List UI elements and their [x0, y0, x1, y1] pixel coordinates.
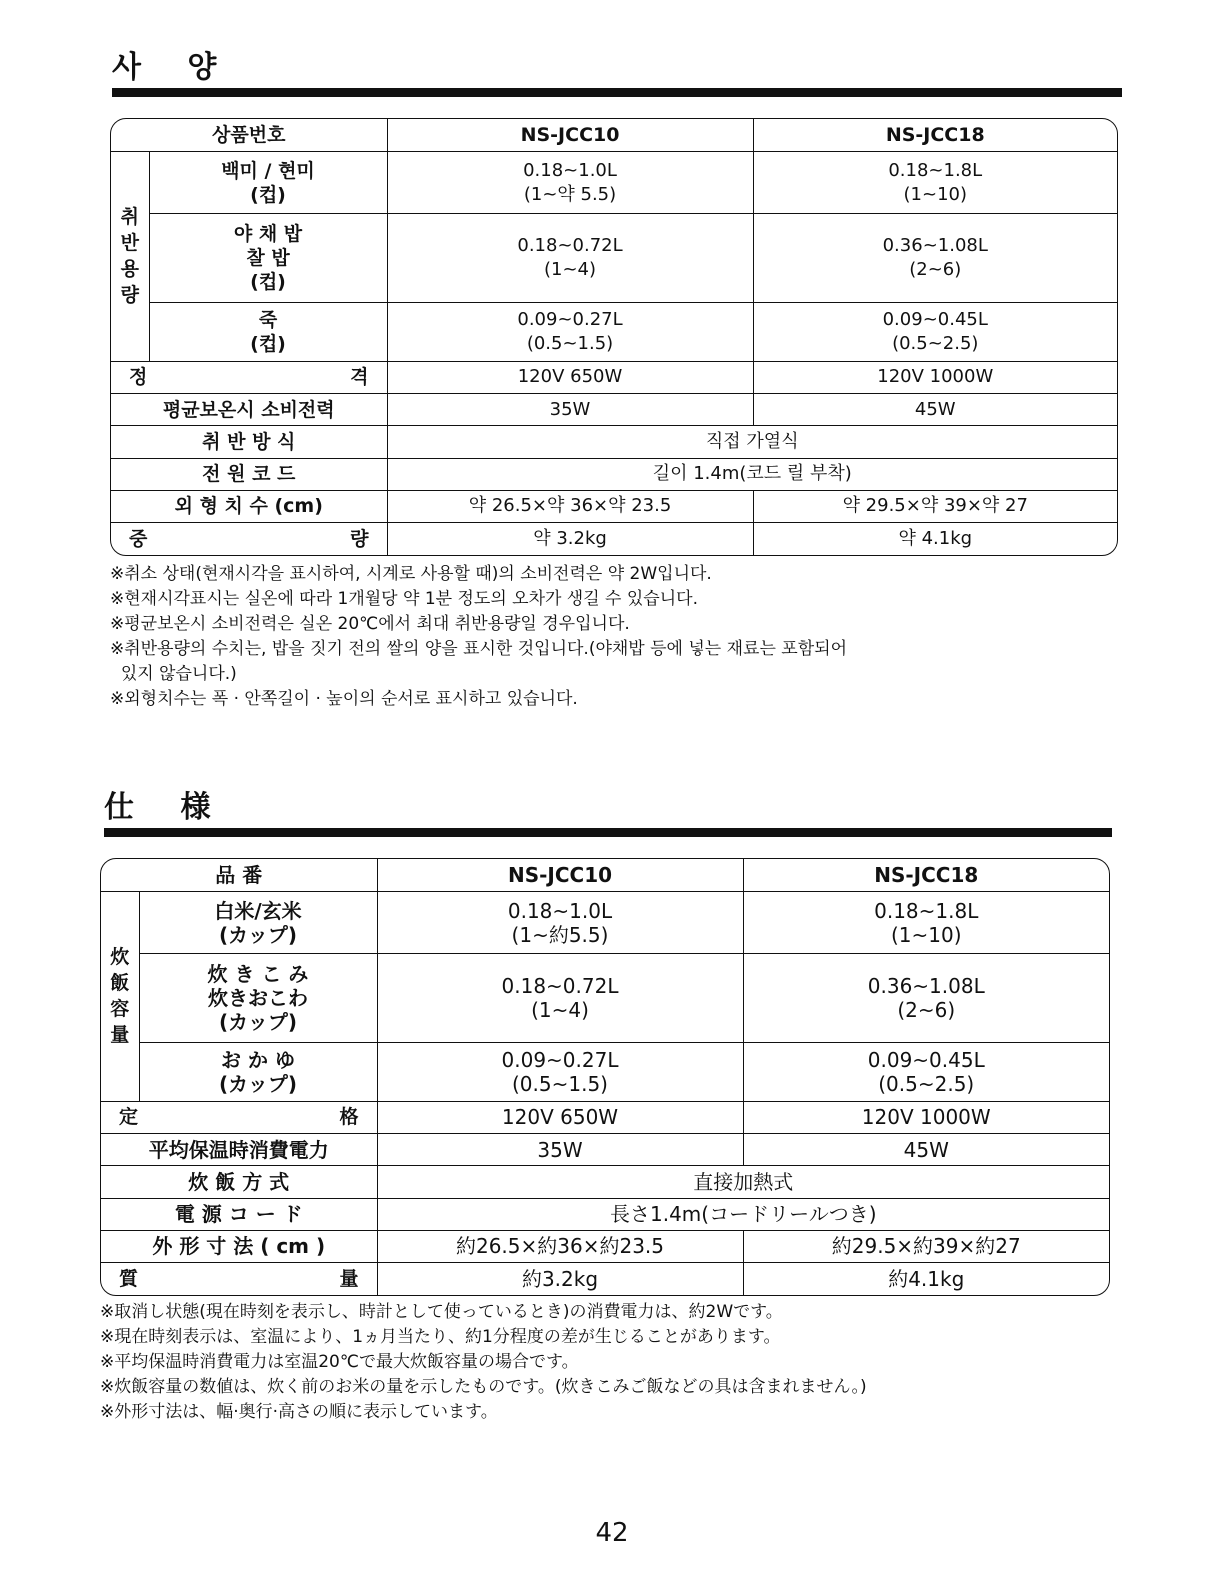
table-row [111, 393, 1117, 425]
row-label: 야 채 밥 찰 밥 (컵) [149, 214, 387, 303]
table-row [111, 151, 1117, 214]
cell-value: 약 26.5×약 36×약 23.5 [387, 490, 753, 522]
row-label: 電 源 コ ー ド [101, 1198, 377, 1230]
label-part: 質 [119, 1268, 139, 1291]
page-number: 42 [595, 1518, 629, 1548]
table-row [111, 523, 1117, 555]
label-part: 量 [339, 1268, 359, 1291]
table-row [111, 119, 1117, 151]
note-item: ※取消し状態(現在時刻を表示し、時計として使っているとき)の消費電力は、約2Wです。 [100, 1302, 783, 1322]
cell-value: 0.36~1.08L (2~6) [743, 954, 1109, 1043]
table-row [111, 458, 1117, 490]
row-label: 白米/玄米 (カップ) [139, 891, 377, 954]
capacity-group-label: 취반용량 [120, 206, 139, 307]
cell-value: 35W [377, 1133, 743, 1165]
table-row [101, 1101, 1109, 1133]
cell-value: 0.09~0.27L (0.5~1.5) [387, 303, 753, 362]
table-row [111, 214, 1117, 303]
label-part: 중 [129, 528, 148, 551]
row-label [111, 523, 387, 555]
cell-value: 約3.2kg [377, 1263, 743, 1295]
row-label [101, 1263, 377, 1295]
row-label: お か ゆ (カップ) [139, 1043, 377, 1102]
cell-value: 45W [753, 393, 1117, 425]
cell-value: 約4.1kg [743, 1263, 1109, 1295]
capacity-group-label: 炊飯容量 [110, 946, 130, 1047]
label-part: 定 [119, 1106, 139, 1129]
cell-value: 0.18~1.8L (1~10) [743, 891, 1109, 954]
table-row [101, 891, 1109, 954]
header-label: 品 番 [101, 859, 377, 891]
cell-value: 0.09~0.27L (0.5~1.5) [377, 1043, 743, 1102]
row-label [101, 1101, 377, 1133]
note-item: ※평균보온시 소비전력은 실온 20℃에서 최대 취반용량일 경우입니다. [110, 614, 630, 634]
cell-value: 120V 650W [387, 361, 753, 393]
model-2-header: NS-JCC18 [743, 859, 1109, 891]
cell-value: 約26.5×約36×約23.5 [377, 1230, 743, 1262]
label-part: 량 [350, 528, 369, 551]
row-label: 外 形 寸 法 ( cm ) [101, 1230, 377, 1262]
model-1-header: NS-JCC10 [377, 859, 743, 891]
table-row [111, 303, 1117, 362]
cell-value: 약 3.2kg [387, 523, 753, 555]
row-label: 炊 飯 方 式 [101, 1166, 377, 1198]
row-label [111, 361, 387, 393]
note-item: ※취반용량의 수치는, 밥을 짓기 전의 쌀의 양을 표시한 것입니다.(야채밥 등에 넣는 재료는 포함되어 있지 않습니다.) [110, 639, 847, 684]
cell-value: 長さ1.4m(コードリールつき) [377, 1198, 1109, 1230]
cell-value: 約29.5×約39×約27 [743, 1230, 1109, 1262]
table-row [101, 954, 1109, 1043]
cell-value: 0.18~1.0L (1~約5.5) [377, 891, 743, 954]
cell-value: 0.18~0.72L (1~4) [387, 214, 753, 303]
table-row [101, 1133, 1109, 1165]
cell-value: 0.18~1.8L (1~10) [753, 151, 1117, 214]
note-item: ※現在時刻表示は、室温により、1ヵ月当たり、約1分程度の差が生じることがあります。 [100, 1327, 781, 1347]
row-label: 취 반 방 식 [111, 426, 387, 458]
table-row [101, 859, 1109, 891]
note-item: ※外形寸法は、幅·奥行·高さの順に表示しています。 [100, 1402, 498, 1422]
label-part: 정 [129, 366, 148, 389]
label-part: 격 [350, 366, 369, 389]
table-row [101, 1230, 1109, 1262]
cell-value: 0.09~0.45L (0.5~2.5) [743, 1043, 1109, 1102]
cell-value: 0.09~0.45L (0.5~2.5) [753, 303, 1117, 362]
cell-value: 35W [387, 393, 753, 425]
notes-korean [110, 562, 1120, 712]
row-label: 죽 (컵) [149, 303, 387, 362]
row-label: 炊 き こ み 炊きおこわ (カップ) [139, 954, 377, 1043]
cell-value: 0.18~0.72L (1~4) [377, 954, 743, 1043]
cell-value: 0.18~1.0L (1~약 5.5) [387, 151, 753, 214]
table-row [101, 1043, 1109, 1102]
note-item: ※炊飯容量の数値は、炊く前のお米の量を示したものです。(炊きこみご飯などの具は含まれません。) [100, 1377, 867, 1397]
note-item: ※平均保温時消費電力は室温20℃で最大炊飯容量の場合です。 [100, 1352, 579, 1372]
model-1-header: NS-JCC10 [387, 119, 753, 151]
cell-value: 직접 가열식 [387, 426, 1117, 458]
cell-value: 길이 1.4m(코드 릴 부착) [387, 458, 1117, 490]
cell-value: 120V 650W [377, 1101, 743, 1133]
cell-value: 120V 1000W [743, 1101, 1109, 1133]
cell-value: 0.36~1.08L (2~6) [753, 214, 1117, 303]
row-label: 平均保温時消費電力 [101, 1133, 377, 1165]
note-item: ※현재시각표시는 실온에 따라 1개월당 약 1분 정도의 오차가 생길 수 있습니다. [110, 589, 698, 609]
note-item: ※취소 상태(현재시각을 표시하여, 시계로 사용할 때)의 소비전력은 약 2W입니다. [110, 564, 712, 584]
capacity-group-cell [101, 891, 139, 1101]
label-part: 格 [339, 1106, 359, 1129]
title-rule-korean [112, 88, 1122, 97]
row-label: 전 원 코 드 [111, 458, 387, 490]
spec-table-korean [110, 118, 1118, 556]
table-row [111, 490, 1117, 522]
page-title-korean: 사 양 [112, 50, 235, 85]
row-label: 백미 / 현미 (컵) [149, 151, 387, 214]
header-label: 상품번호 [111, 119, 387, 151]
table-row [101, 1166, 1109, 1198]
title-rule-japanese [104, 828, 1112, 837]
table-row [111, 361, 1117, 393]
page-title-japanese: 仕 様 [104, 790, 229, 825]
cell-value: 약 29.5×약 39×약 27 [753, 490, 1117, 522]
table-row [111, 426, 1117, 458]
cell-value: 약 4.1kg [753, 523, 1117, 555]
model-2-header: NS-JCC18 [753, 119, 1117, 151]
notes-japanese [100, 1300, 1110, 1425]
note-item: ※외형치수는 폭 · 안쪽길이 · 높이의 순서로 표시하고 있습니다. [110, 689, 578, 709]
row-label: 외 형 치 수 (cm) [111, 490, 387, 522]
table-row [101, 1263, 1109, 1295]
cell-value: 120V 1000W [753, 361, 1117, 393]
cell-value: 45W [743, 1133, 1109, 1165]
spec-table-japanese [100, 858, 1110, 1296]
row-label: 평균보온시 소비전력 [111, 393, 387, 425]
capacity-group-cell [111, 151, 149, 361]
table-row [101, 1198, 1109, 1230]
cell-value: 直接加熱式 [377, 1166, 1109, 1198]
